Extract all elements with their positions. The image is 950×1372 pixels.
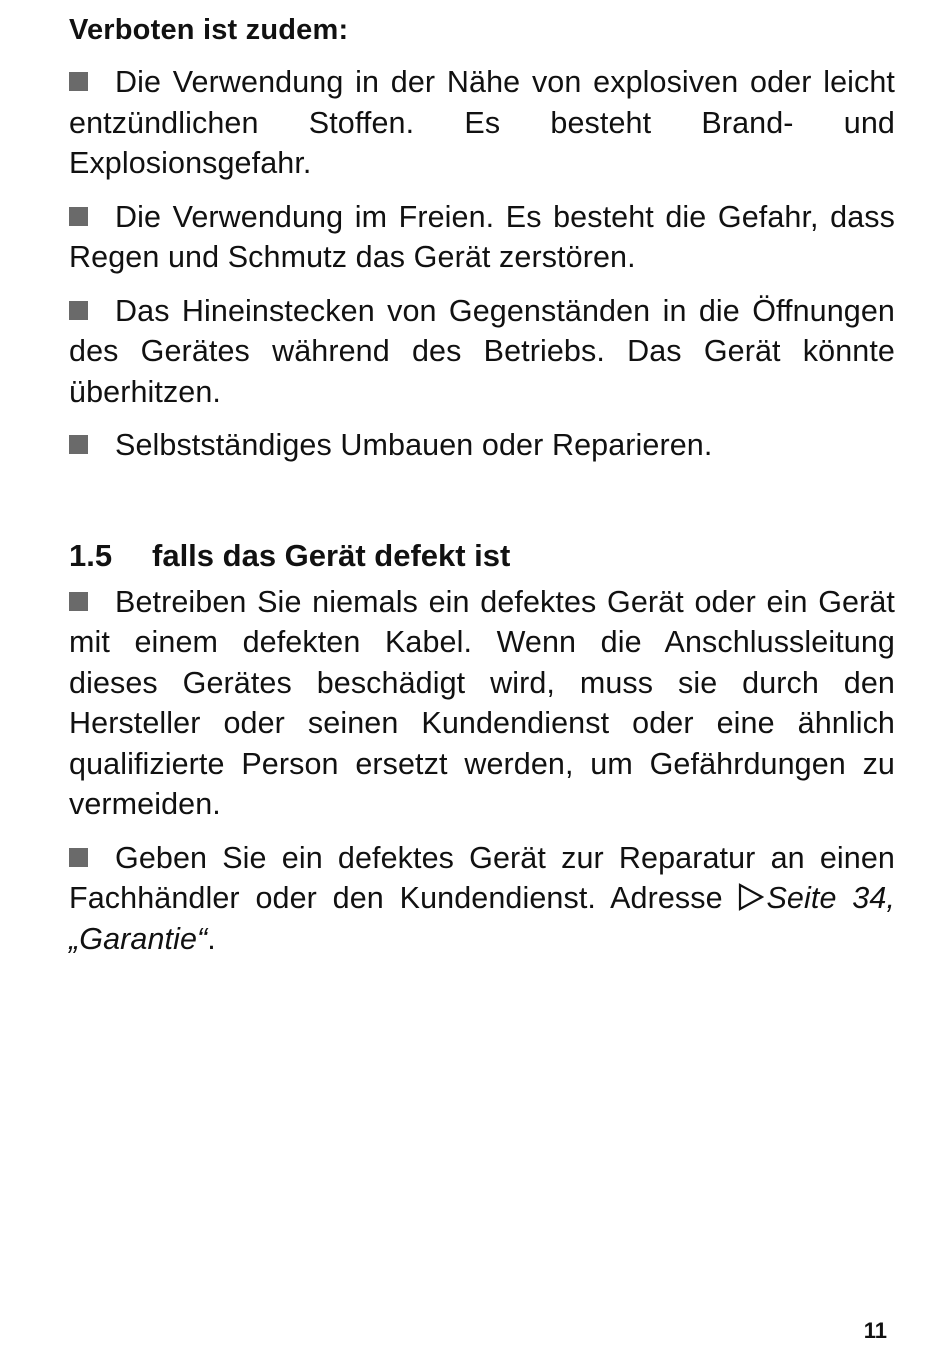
section-heading xyxy=(69,536,895,576)
list-item-text: Selbstständiges Umbauen oder Reparieren. xyxy=(115,428,713,462)
list-item xyxy=(69,425,895,466)
square-bullet-icon xyxy=(69,207,88,226)
list-item-text: Geben Sie ein defektes Gerät zur Reparatur an einen Fachhändler oder den Kundendienst. Adresse xyxy=(69,840,895,915)
page-number: 11 xyxy=(863,1318,887,1343)
list-item-text: Die Verwendung im Freien. Es besteht die Gefahr, dass Regen und Schmutz das Gerät zerstören. xyxy=(69,199,895,274)
square-bullet-icon xyxy=(69,848,88,867)
triangle-right-outline-icon xyxy=(738,881,764,909)
square-bullet-icon xyxy=(69,72,88,91)
list-item xyxy=(69,291,895,413)
list-item xyxy=(69,197,895,278)
section-number: 1.5 xyxy=(69,537,113,573)
cross-reference-link[interactable]: Seite 34, „Garantie“ xyxy=(69,881,895,956)
heading-verboten: Verboten ist zudem: xyxy=(69,14,349,46)
list-item-text: Betreiben Sie niemals ein defektes Gerät oder ein Gerät mit einem defekten Kabel. Wenn die Anschlussleitung dieses Gerätes beschädigt wird, muss sie durch den Hersteller oder seinen Kundendienst oder eine ähnlich qualifizierte Person ersetzt werden, um Gefährdungen zu vermeiden. xyxy=(69,584,895,821)
square-bullet-icon xyxy=(69,592,88,611)
list-item-text: Das Hineinstecken von Gegenständen in die Öffnungen des Gerätes während des Betriebs. Das Gerät könnte überhitzen. xyxy=(69,293,895,409)
square-bullet-icon xyxy=(69,301,88,320)
square-bullet-icon xyxy=(69,435,88,454)
list-item xyxy=(69,582,895,825)
list-item-text: Die Verwendung in der Nähe von explosiven oder leicht entzündlichen Stoffen. Es besteht Brand- und Explosionsgefahr. xyxy=(69,65,895,180)
page-content xyxy=(69,10,895,972)
section-title: falls das Gerät defekt ist xyxy=(152,537,511,573)
list-item xyxy=(69,62,895,184)
sentence-end: . xyxy=(207,921,216,956)
list-item xyxy=(69,838,895,960)
